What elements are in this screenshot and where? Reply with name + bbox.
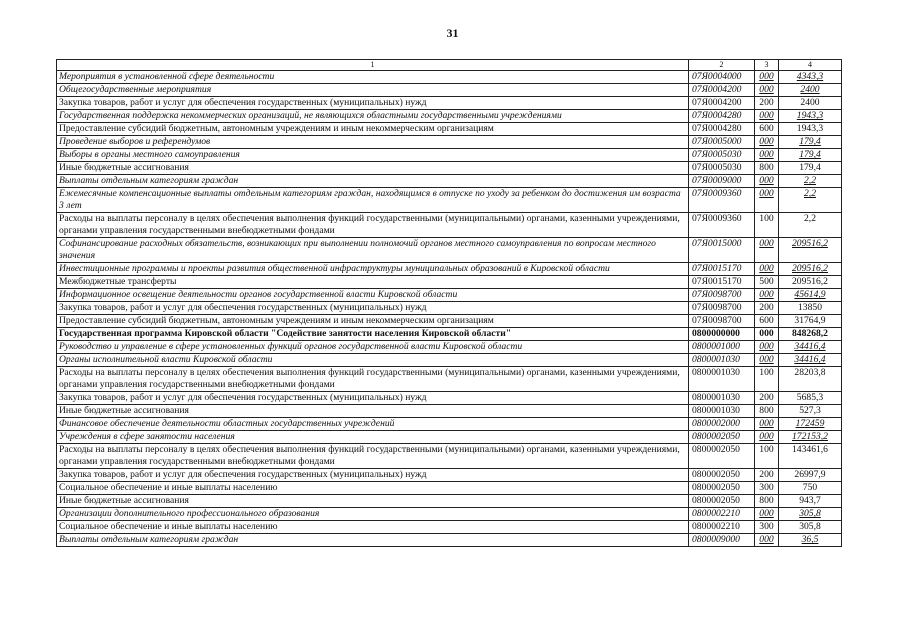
row-code-cell: 07Я0005000 [689,136,755,149]
table-row [57,289,842,302]
row-code-cell: 0800002050 [689,444,755,469]
table-row [57,149,842,162]
row-name-cell: Учреждения в сфере занятости населения [57,431,689,444]
row-code-cell: 0800002050 [689,431,755,444]
table-row [57,328,842,341]
row-amount-cell: 4343,3 [779,71,842,84]
row-code-cell: 07Я0004280 [689,123,755,136]
row-amount-cell: 34416,4 [779,354,842,367]
row-amount-cell: 943,7 [779,495,842,508]
row-name-cell: Закупка товаров, работ и услуг для обеспечения государственных (муниципальных) нужд [57,392,689,405]
row-type-cell: 000 [755,71,779,84]
row-amount-cell: 2400 [779,84,842,97]
row-code-cell: 07Я0009360 [689,213,755,238]
row-name-cell: Мероприятия в установленной сфере деятельности [57,71,689,84]
table-row [57,302,842,315]
row-type-cell: 000 [755,188,779,213]
row-amount-cell: 848268,2 [779,328,842,341]
row-name-cell: Руководство и управление в сфере установленных функций органов государственной власти Кировской области [57,341,689,354]
header-cell: 1 [57,60,689,71]
row-name-cell: Расходы на выплаты персоналу в целях обеспечения выполнения функций государственными (муниципальными) органами, казенными учреждениями, органами управления государственными внебюджетными фондами [57,367,689,392]
table-row [57,213,842,238]
row-code-cell: 07Я0009360 [689,188,755,213]
row-type-cell: 500 [755,276,779,289]
table-row [57,315,842,328]
row-type-cell: 000 [755,84,779,97]
row-type-cell: 000 [755,354,779,367]
row-type-cell: 000 [755,534,779,547]
row-type-cell: 800 [755,405,779,418]
table-row [57,354,842,367]
row-name-cell: Информационное освещение деятельности органов государственной власти Кировской области [57,289,689,302]
row-amount-cell: 172153,2 [779,431,842,444]
row-name-cell: Выборы в органы местного самоуправления [57,149,689,162]
header-cell: 3 [755,60,779,71]
row-name-cell: Расходы на выплаты персоналу в целях обеспечения выполнения функций государственными (муниципальными) органами, казенными учреждениями, органами управления государственными внебюджетными фондами [57,213,689,238]
table-row [57,341,842,354]
row-code-cell: 07Я0098700 [689,302,755,315]
row-amount-cell: 209516,2 [779,238,842,263]
table-row [57,495,842,508]
row-name-cell: Иные бюджетные ассигнования [57,495,689,508]
table-row [57,123,842,136]
row-code-cell: 07Я0009000 [689,175,755,188]
row-amount-cell: 28203,8 [779,367,842,392]
row-code-cell: 0800001030 [689,367,755,392]
row-code-cell: 0800002210 [689,521,755,534]
page-number: 31 [446,26,459,40]
table-row [57,238,842,263]
row-code-cell: 0800001030 [689,392,755,405]
row-code-cell: 0800002050 [689,482,755,495]
row-amount-cell: 179,4 [779,162,842,175]
row-name-cell: Расходы на выплаты персоналу в целях обеспечения выполнения функций государственными (муниципальными) органами, казенными учреждениями, органами управления государственными внебюджетными фондами [57,444,689,469]
table-row [57,405,842,418]
table-row [57,469,842,482]
row-amount-cell: 1943,3 [779,123,842,136]
row-name-cell: Инвестиционные программы и проекты развития общественной инфраструктуры муниципальных образований в Кировской области [57,263,689,276]
table-row [57,444,842,469]
table-row [57,392,842,405]
row-amount-cell: 305,8 [779,521,842,534]
row-name-cell: Социальное обеспечение и иные выплаты населению [57,482,689,495]
header-cell: 2 [689,60,755,71]
row-name-cell: Государственная программа Кировской области "Содействие занятости населения Кировской области" [57,328,689,341]
row-amount-cell: 2,2 [779,188,842,213]
row-amount-cell: 1943,3 [779,110,842,123]
row-amount-cell: 143461,6 [779,444,842,469]
row-amount-cell: 750 [779,482,842,495]
row-code-cell: 0800001030 [689,405,755,418]
row-code-cell: 07Я0098700 [689,289,755,302]
row-name-cell: Государственная поддержка некоммерческих организаций, не являющихся областными государственными учреждениями [57,110,689,123]
table-row [57,71,842,84]
row-code-cell: 07Я0015170 [689,276,755,289]
budget-table [56,59,842,547]
row-type-cell: 800 [755,162,779,175]
row-type-cell: 000 [755,136,779,149]
row-amount-cell: 31764,9 [779,315,842,328]
row-type-cell: 800 [755,495,779,508]
row-code-cell: 0800002050 [689,469,755,482]
row-name-cell: Социальное обеспечение и иные выплаты населению [57,521,689,534]
row-amount-cell: 209516,2 [779,276,842,289]
table-row [57,84,842,97]
row-amount-cell: 36,5 [779,534,842,547]
table-row [57,534,842,547]
table-row [57,276,842,289]
row-amount-cell: 2400 [779,97,842,110]
table-row [57,367,842,392]
row-amount-cell: 2,2 [779,175,842,188]
row-name-cell: Финансовое обеспечение деятельности областных государственных учреждений [57,418,689,431]
row-type-cell: 100 [755,444,779,469]
row-type-cell: 000 [755,238,779,263]
row-code-cell: 07Я0098700 [689,315,755,328]
table-row [57,97,842,110]
row-name-cell: Проведение выборов и референдумов [57,136,689,149]
row-name-cell: Общегосударственные мероприятия [57,84,689,97]
row-amount-cell: 45614,9 [779,289,842,302]
row-name-cell: Закупка товаров, работ и услуг для обеспечения государственных (муниципальных) нужд [57,97,689,110]
row-amount-cell: 179,4 [779,149,842,162]
row-name-cell: Софинансирование расходных обязательств, возникающих при выполнении полномочий органов местного самоуправления по вопросам местного значения [57,238,689,263]
table-row [57,188,842,213]
row-type-cell: 000 [755,149,779,162]
table-row [57,110,842,123]
table-row [57,175,842,188]
header-cell: 4 [779,60,842,71]
row-code-cell: 07Я0005030 [689,162,755,175]
row-name-cell: Иные бюджетные ассигнования [57,405,689,418]
row-type-cell: 000 [755,341,779,354]
row-name-cell: Закупка товаров, работ и услуг для обеспечения государственных (муниципальных) нужд [57,302,689,315]
row-amount-cell: 5685,3 [779,392,842,405]
row-type-cell: 200 [755,302,779,315]
row-type-cell: 100 [755,367,779,392]
row-type-cell: 100 [755,213,779,238]
row-type-cell: 000 [755,431,779,444]
row-name-cell: Органы исполнительной власти Кировской области [57,354,689,367]
table-row [57,482,842,495]
budget-table-body [57,60,842,547]
row-amount-cell: 305,8 [779,508,842,521]
row-code-cell: 0800002050 [689,495,755,508]
row-amount-cell: 13850 [779,302,842,315]
row-amount-cell: 2,2 [779,213,842,238]
row-amount-cell: 209516,2 [779,263,842,276]
row-type-cell: 000 [755,418,779,431]
row-name-cell: Закупка товаров, работ и услуг для обеспечения государственных (муниципальных) нужд [57,469,689,482]
row-code-cell: 07Я0015000 [689,238,755,263]
row-type-cell: 200 [755,97,779,110]
row-name-cell: Выплаты отдельным категориям граждан [57,175,689,188]
row-name-cell: Предоставление субсидий бюджетным, автономным учреждениям и иным некоммерческим организациям [57,123,689,136]
row-code-cell: 07Я0004000 [689,71,755,84]
table-header-row [57,60,842,71]
row-code-cell: 0800001000 [689,341,755,354]
row-type-cell: 300 [755,482,779,495]
row-code-cell: 07Я0004280 [689,110,755,123]
row-amount-cell: 172459 [779,418,842,431]
row-amount-cell: 179,4 [779,136,842,149]
row-type-cell: 000 [755,263,779,276]
row-type-cell: 000 [755,289,779,302]
row-type-cell: 000 [755,110,779,123]
row-type-cell: 200 [755,392,779,405]
row-code-cell: 07Я0005030 [689,149,755,162]
table-row [57,431,842,444]
row-type-cell: 300 [755,521,779,534]
row-code-cell: 0800002210 [689,508,755,521]
row-name-cell: Межбюджетные трансферты [57,276,689,289]
row-code-cell: 07Я0004200 [689,97,755,110]
row-code-cell: 0800002000 [689,418,755,431]
row-name-cell: Предоставление субсидий бюджетным, автономным учреждениям и иным некоммерческим организациям [57,315,689,328]
row-type-cell: 000 [755,175,779,188]
table-row [57,263,842,276]
table-row [57,508,842,521]
row-name-cell: Выплаты отдельным категориям граждан [57,534,689,547]
row-amount-cell: 34416,4 [779,341,842,354]
row-amount-cell: 527,3 [779,405,842,418]
table-row [57,162,842,175]
row-code-cell: 07Я0015170 [689,263,755,276]
row-amount-cell: 26997,9 [779,469,842,482]
row-code-cell: 0800000000 [689,328,755,341]
row-code-cell: 0800009000 [689,534,755,547]
row-type-cell: 000 [755,328,779,341]
row-type-cell: 600 [755,315,779,328]
table-row [57,521,842,534]
table-row [57,136,842,149]
row-name-cell: Иные бюджетные ассигнования [57,162,689,175]
row-code-cell: 07Я0004200 [689,84,755,97]
row-code-cell: 0800001030 [689,354,755,367]
row-type-cell: 600 [755,123,779,136]
row-name-cell: Организации дополнительного профессионального образования [57,508,689,521]
row-type-cell: 200 [755,469,779,482]
row-type-cell: 000 [755,508,779,521]
row-name-cell: Ежемесячные компенсационные выплаты отдельным категориям граждан, находящимся в отпуске по уходу за ребенком до достижения им возраста 3 лет [57,188,689,213]
table-row [57,418,842,431]
